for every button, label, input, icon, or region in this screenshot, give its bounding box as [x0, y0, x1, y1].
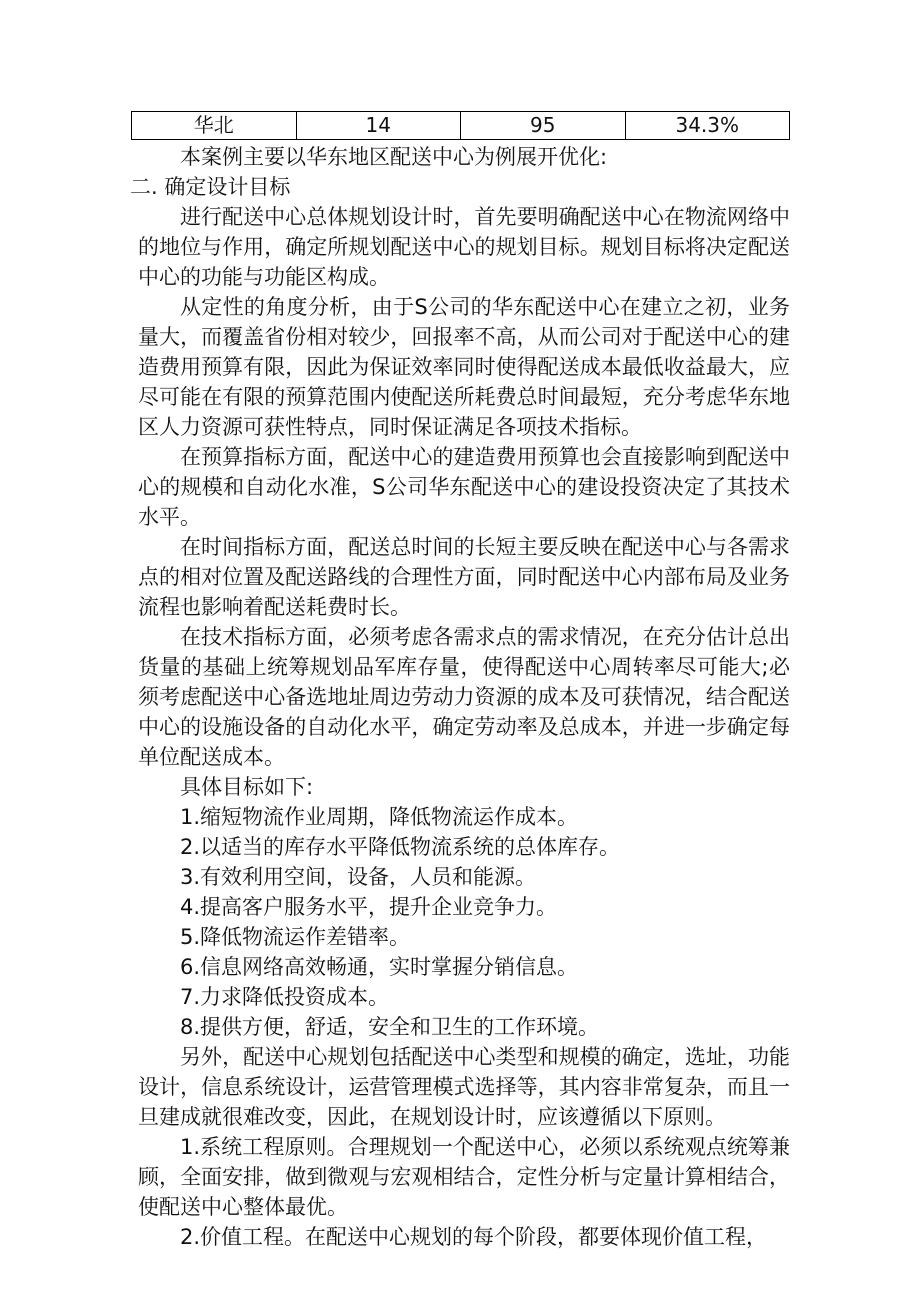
principle-item: 1.系统工程原则。合理规划一个配送中心，必须以系统观点统筹兼顾，全面安排，做到微观与宏观相结合，定性分析与定量计算相结合，使配送中心整体最优。 [138, 1135, 790, 1219]
table-cell: 14 [296, 112, 461, 140]
paragraph: 进行配送中心总体规划设计时，首先要明确配送中心在物流网络中的地位与作用，确定所规划配送中心的规划目标。规划目标将决定配送中心的功能与功能区构成。 [138, 205, 790, 289]
list-item: 2.以适当的库存水平降低物流系统的总体库存。 [180, 835, 621, 859]
list-intro: 具体目标如下: [180, 775, 314, 799]
paragraph: 从定性的角度分析，由于S公司的华东配送中心在建立之初，业务量大，而覆盖省份相对较少，回报率不高，从而公司对于配送中心的建造费用预算有限，因此为保证效率同时使得配送成本最低收益最大，应尽可能在有限的预算范围内使配送所耗费总时间最短，充分考虑华东地区人力资源可获性特点，同时保证满足各项技术指标。 [138, 295, 790, 439]
principle-item: 2.价值工程。在配送中心规划的每个阶段，都要体现价值工程， [180, 1225, 768, 1249]
data-table [131, 111, 790, 140]
list-item: 3.有效利用空间，设备，人员和能源。 [180, 865, 537, 889]
list-item: 5.降低物流运作差错率。 [180, 925, 411, 949]
table-row [132, 112, 790, 140]
table-cell-percent: 34.3% [625, 112, 790, 140]
list-item: 6.信息网络高效畅通，实时掌握分销信息。 [180, 955, 579, 979]
paragraph: 在技术指标方面，必须考虑各需求点的需求情况，在充分估计总出货量的基础上统筹规划品军库存量，使得配送中心周转率尽可能大;必须考虑配送中心备选地址周边劳动力资源的成本及可获情况，结合配送中心的设施设备的自动化水平，确定劳动率及总成本，并进一步确定每单位配送成本。 [138, 625, 790, 769]
paragraph: 在时间指标方面，配送总时间的长短主要反映在配送中心与各需求点的相对位置及配送路线的合理性方面，同时配送中心内部布局及业务流程也影响着配送耗费时长。 [138, 535, 790, 619]
paragraph-intro: 本案例主要以华东地区配送中心为例展开优化: [180, 145, 608, 169]
table-cell-region: 华北 [132, 112, 297, 140]
document-body [130, 142, 790, 1252]
list-item: 7.力求降低投资成本。 [180, 985, 390, 1009]
list-item: 8.提供方便，舒适，安全和卫生的工作环境。 [180, 1015, 600, 1039]
list-item: 4.提高客户服务水平，提升企业竞争力。 [180, 895, 558, 919]
paragraph: 另外，配送中心规划包括配送中心类型和规模的确定，选址，功能设计，信息系统设计，运营管理模式选择等，其内容非常复杂，而且一旦建成就很难改变，因此，在规划设计时，应该遵循以下原则。 [138, 1045, 790, 1129]
paragraph: 在预算指标方面，配送中心的建造费用预算也会直接影响到配送中心的规模和自动化水准，S公司华东配送中心的建设投资决定了其技术水平。 [138, 445, 790, 529]
list-item: 1.缩短物流作业周期，降低物流运作成本。 [180, 805, 579, 829]
table-cell: 95 [461, 112, 626, 140]
section-heading: 二. 确定设计目标 [130, 175, 291, 199]
